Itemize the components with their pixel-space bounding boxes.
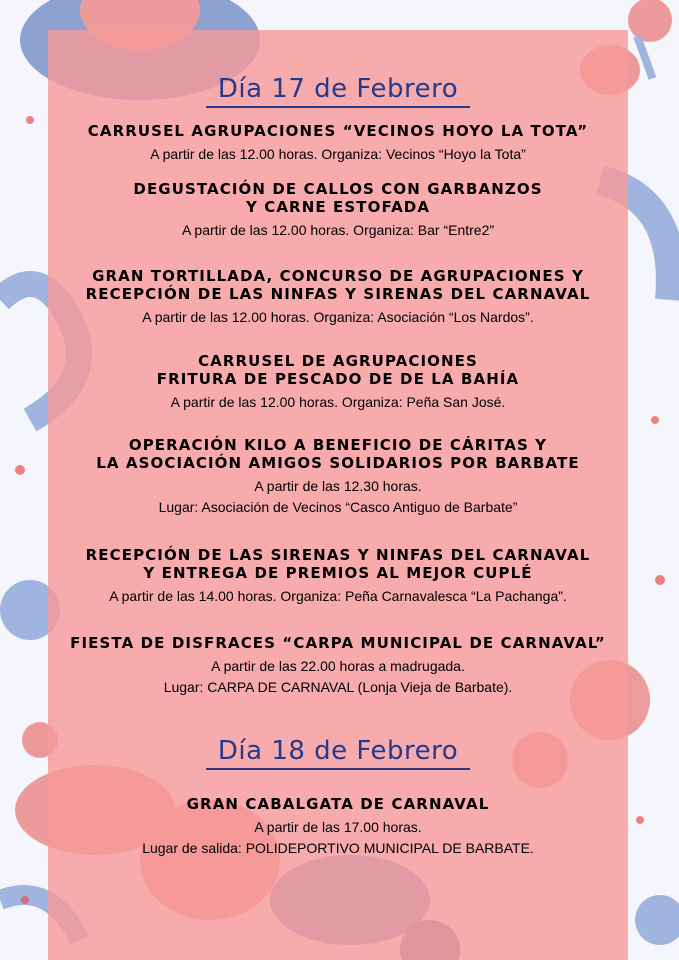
day-heading-text: Día 18 de Febrero <box>210 736 466 766</box>
event-schedule-panel <box>48 30 628 960</box>
event-detail: A partir de las 12.00 horas. Organiza: Peña San José. <box>170 394 506 410</box>
event-detail: A partir de las 17.00 horas. <box>254 819 422 835</box>
event-title: GRAN CABALGATA DE CARNAVAL <box>186 795 490 813</box>
event-detail: A partir de las 12.30 horas. <box>254 478 422 494</box>
day-heading <box>48 74 628 104</box>
event-detail: A partir de las 12.00 horas. Organiza: Bar “Entre2” <box>181 222 495 238</box>
event-detail: A partir de las 14.00 horas. Organiza: Peña Carnavalesca “La Pachanga”. <box>109 588 567 604</box>
event-title: RECEPCIÓN DE LAS SIRENAS Y NINFAS DEL CARNAVAL Y ENTREGA DE PREMIOS AL MEJOR CUPLÉ <box>85 546 591 582</box>
event-item <box>48 634 628 698</box>
day-heading <box>48 736 628 766</box>
event-detail: Lugar: Asociación de Vecinos “Casco Antiguo de Barbate” <box>158 499 518 515</box>
event-item <box>48 122 628 165</box>
event-item <box>48 267 628 328</box>
event-title: CARRUSEL AGRUPACIONES “VECINOS HOYO LA TOTA” <box>87 122 589 140</box>
event-title: CARRUSEL DE AGRUPACIONES FRITURA DE PESCADO DE DE LA BAHÍA <box>156 352 520 388</box>
event-detail: A partir de las 12.00 horas. Organiza: Asociación “Los Nardos”. <box>142 309 534 325</box>
event-detail: A partir de las 12.00 horas. Organiza: Vecinos “Hoyo la Tota” <box>150 146 526 162</box>
event-item <box>48 436 628 518</box>
event-title: OPERACIÓN KILO A BENEFICIO DE CÁRITAS Y LA ASOCIACIÓN AMIGOS SOLIDARIOS POR BARBATE <box>96 436 580 472</box>
event-detail: A partir de las 22.00 horas a madrugada. <box>211 658 465 674</box>
event-item <box>48 795 628 859</box>
maraca-icon <box>628 0 672 42</box>
event-item <box>48 546 628 607</box>
event-title: FIESTA DE DISFRACES “CARPA MUNICIPAL DE CARNAVAL” <box>70 634 606 652</box>
event-item <box>48 352 628 413</box>
day-heading-text: Día 17 de Febrero <box>210 74 466 104</box>
event-item <box>48 180 628 241</box>
event-title: GRAN TORTILLADA, CONCURSO DE AGRUPACIONES Y RECEPCIÓN DE LAS NINFAS Y SIRENAS DEL CARNAVAL <box>85 267 591 303</box>
event-detail: Lugar de salida: POLIDEPORTIVO MUNICIPAL DE BARBATE. <box>142 840 534 856</box>
event-title: DEGUSTACIÓN DE CALLOS CON GARBANZOS Y CARNE ESTOFADA <box>133 180 543 216</box>
event-detail: Lugar: CARPA DE CARNAVAL (Lonja Vieja de Barbate). <box>163 679 513 695</box>
